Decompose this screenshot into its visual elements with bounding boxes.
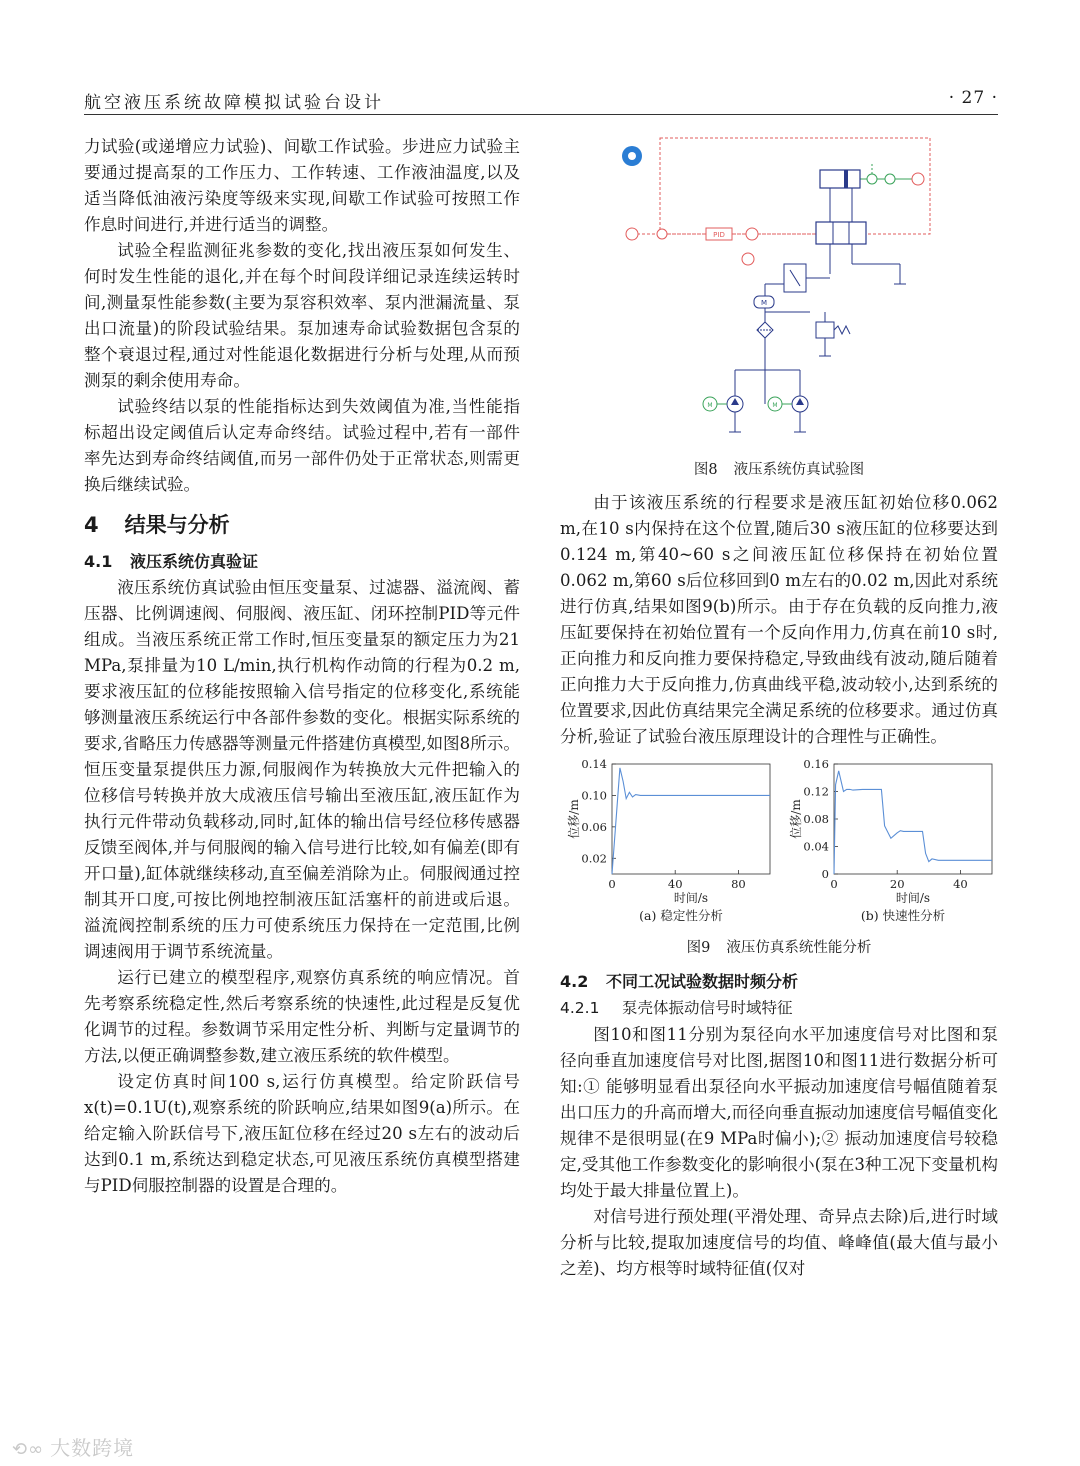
paragraph: 运行已建立的模型程序,观察仿真系统的响应情况。首先考察系统稳定性,然后考察系统的快速性,此过程是反复优化调节的过程。参数调节采用定性分析、判断与定量调节的方法,以便正确调整参数,建立液压系统的软件模型。 (84, 968, 520, 1065)
y-tick-label: 0.02 (581, 851, 607, 866)
y-axis-label: 位移/m (567, 799, 581, 839)
y-tick-label: 0.04 (803, 839, 829, 854)
figure-number: 图9 (686, 940, 711, 956)
paragraph: 试验全程监测征兆参数的变化,找出液压泵如何发生、何时发生性能的退化,并在每个时间段详细记录连续运转时间,测量泵性能参数(主要为泵容积效率、泵内泄漏流量、泵出口流量)的阶段试验结果。泵加速寿命试验数据包含泵的整个衰退过程,通过对性能退化数据进行分析与处理,从而预测泵的剩余使用寿命。 (84, 241, 520, 390)
hydraulic-cylinder (820, 170, 860, 188)
series-line-displacement (612, 768, 770, 874)
subsubsection-title: 泵壳体振动信号时域特征 (622, 999, 793, 1017)
sensor-icon (867, 174, 877, 184)
right-column (560, 134, 998, 1282)
y-axis-label: 位移/m (789, 799, 803, 839)
chart-stability (560, 756, 780, 932)
subsection-number: 4.1 (84, 552, 113, 571)
y-tick-label: 0.08 (803, 812, 829, 826)
x-tick-label: 0 (830, 877, 838, 891)
relief-spring (834, 326, 850, 334)
figure-8-caption (560, 458, 998, 482)
plot-frame (834, 764, 992, 874)
page-number: · 27 · (948, 88, 998, 108)
x-tick-label: 80 (731, 877, 746, 891)
section-number: 4 (84, 513, 99, 537)
paragraph: 设定仿真时间100 s,运行仿真模型。给定阶跃信号x(t)=0.1U(t),观察系统的阶跃响应,结果如图9(a)所示。在给定输入阶跃信号下,液压缸位移在经过20 s左右的波动后达到0.1 m,系统达到稳定状态,可见液压系统仿真模型搭建与PID伺服控制器的设置是合理的。 (84, 1072, 520, 1195)
y-tick-label: 0.16 (803, 757, 829, 771)
section-title: 结果与分析 (124, 513, 230, 537)
figure-9-caption (560, 936, 998, 960)
paragraph: 试验终结以泵的性能指标达到失效阈值为准,当性能指标超出设定阈值后认定寿命终结。试验过程中,若有一部件率先达到寿命终结阈值,而另一部件仍处于正常状态,则需更换后继续试验。 (84, 397, 520, 494)
accumulator-label: M (760, 299, 768, 307)
paragraph: 对信号进行预处理(平滑处理、奇异点去除)后,进行时域分析与比较,提取加速度信号的均值、峰峰值(最大值与最小之差)、均方根等时域特征值(仅对 (560, 1207, 998, 1278)
x-tick-label: 0 (608, 877, 616, 891)
signal-source-icon (626, 228, 638, 240)
subsection-heading (84, 548, 520, 575)
y-tick-label: 0 (821, 867, 829, 881)
subsubsection-number: 4.2.1 (560, 999, 600, 1017)
motor-1-label: M (707, 402, 713, 409)
subsection-heading (560, 968, 998, 995)
x-tick-label: 20 (889, 877, 905, 891)
chart-subtitle: (b) 快速性分析 (860, 908, 946, 923)
y-tick-label: 0.14 (581, 757, 607, 771)
paragraph: 液压系统仿真试验由恒压变量泵、过滤器、溢流阀、蓄压器、比例调速阀、伺服阀、液压缸、闭环控制PID等元件组成。当液压系统正常工作时,恒压变量泵的额定压力为21 MPa,泵排量为10 L/min,执行机构作动筒的行程为0.2 m,要求液压缸的位移能按照输入信号指定的位移变化,系统能够测量液压系统运行中各部件参数的变化。根据实际系统的要求,省略压力传感器等测量元件搭建仿真模型,如图8所示。恒压变量泵提供压力源,伺服阀作为转换放大元件把输入的位移信号转换并放大成液压信号输出至液压缸,液压缸作为执行元件带动负载移动,同时,缸体的输出信号经位移传感器反馈至阀体,并与伺服阀的输入信号进行比较,如有偏差(即有开口量),缸体就继续移动,直至偏差消除为止。伺服阀通过控制其开口度,可按比例地控制液压缸活塞杆的前进或后退。溢流阀控制系统的压力可使系统压力保持在一定范围,比例调速阀用于调节系统流量。 (84, 578, 520, 961)
figure-9-charts (560, 756, 998, 932)
gain-icon (746, 228, 758, 240)
watermark-text: 大数跨境 (50, 1436, 135, 1460)
running-header (84, 88, 998, 115)
subsection-number: 4.2 (560, 972, 589, 991)
x-axis-label: 时间/s (673, 891, 709, 905)
section-heading (84, 512, 520, 538)
figure-8-hydraulic-diagram (560, 134, 998, 456)
signal-loop (660, 138, 930, 234)
y-tick-label: 0.06 (581, 819, 607, 834)
subsection-title: 液压系统仿真验证 (130, 552, 259, 571)
sensor-icon (742, 253, 754, 265)
reservoir-icon-inner (628, 152, 636, 160)
motor-2-label: M (772, 402, 778, 409)
series-line-displacement (834, 771, 992, 874)
cylinder-piston (844, 170, 848, 188)
relief-valve (816, 322, 834, 338)
figure-number: 图8 (693, 462, 718, 478)
paragraph: 力试验(或递增应力试验)、间歇工作试验。步进应力试验主要通过提高泵的工作压力、工作转速、工作液油温度,以及适当降低油液污染度等级来实现,间歇工作试验可按照工作作息时间进行,并进行适当的调整。 (84, 137, 520, 234)
summing-junction-icon (657, 229, 667, 239)
chart-subtitle: (a) 稳定性分析 (639, 908, 723, 923)
left-column (84, 134, 520, 1199)
paragraph: 图10和图11分别为泵径向水平加速度信号对比图和泵径向垂直加速度信号对比图,据图10和图11进行数据分析可知:① 能够明显看出泵径向水平振动加速度信号幅值随着泵出口压力的升高而增大,而径向垂直振动加速度信号幅值变化规律不是很明显(在9 MPa时偏小);② 振动加速度信号较稳定,受其他工作参数变化的影响很小(泵在3种工况下变量机构均处于最大排量位置上)。 (560, 1025, 998, 1200)
paragraph: 由于该液压系统的行程要求是液压缸初始位移0.062 m,在10 s内保持在这个位置,随后30 s液压缸的位移要达到0.124 m,第40~60 s之间液压缸位移保持在初始位置0.062 m,第60 s后位移回到0 m左右的0.02 m,因此对系统进行仿真,结果如图9(b)所示。由于存在负载的反向推力,液压缸要保持在初始位置有一个反向作用力,仿真在前10 s时,正向推力和反向推力要保持稳定,导致曲线有波动,随后随着正向推力大于反向推力,仿真曲线平稳,波动较小,达到系统的位置要求,因此仿真结果完全满足系统的位移要求。通过仿真分析,验证了试验台液压原理设计的合理性与正确性。 (560, 493, 999, 746)
plot-frame (612, 764, 770, 874)
watermark (12, 1432, 134, 1461)
x-tick-label: 40 (667, 877, 683, 891)
pid-label: PID (713, 231, 725, 239)
hydraulic-schematic (620, 134, 940, 452)
scope-icon (912, 173, 924, 185)
figure-caption-text: 液压仿真系统性能分析 (726, 940, 872, 956)
y-tick-label: 0.12 (803, 784, 829, 799)
watermark-logo-icon: ⟲∞ (12, 1439, 45, 1460)
journal-article-title: 航空液压系统故障模拟试验台设计 (84, 93, 384, 113)
subsection-title: 不同工况试验数据时频分析 (606, 972, 799, 991)
subsubsection-heading (560, 995, 998, 1022)
y-tick-label: 0.10 (581, 788, 607, 803)
figure-caption-text: 液压系统仿真试验图 (733, 462, 865, 478)
servo-valve (816, 222, 866, 244)
x-axis-label: 时间/s (895, 891, 931, 905)
chart-rapidity (782, 756, 1002, 932)
x-tick-label: 40 (953, 877, 968, 891)
sensor-icon (885, 174, 895, 184)
